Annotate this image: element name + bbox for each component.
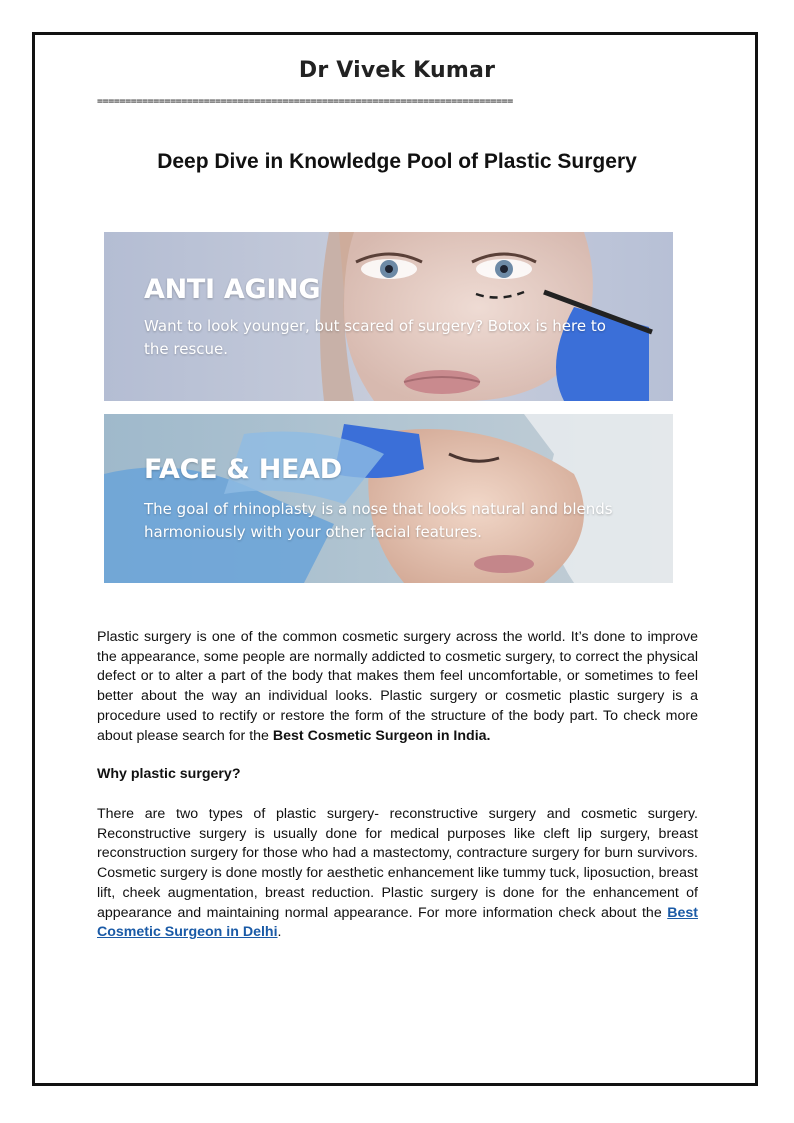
anti-aging-banner [104, 232, 673, 401]
intro-text: Plastic surgery is one of the common cosmetic surgery across the world. It’s done to improve the appearance, some people are normally addicted to cosmetic surgery, to correct the physical defect or to alter a part of the body that makes them feel uncomfortable, or sometimes to feel better about the way an individual looks. Plastic surgery or cosmetic plastic surgery is a procedure used to rectify or restore the form of the structure of the body part. To check more about please search for the [97, 629, 698, 744]
brand-name: Dr Vivek Kumar [298, 58, 496, 83]
intro-paragraph [97, 628, 698, 746]
banner-text: Want to look younger, but scared of surgery? Botox is here to the rescue. [144, 317, 606, 358]
why-paragraph [97, 805, 698, 943]
face-head-banner [104, 414, 673, 583]
why-text: There are two types of plastic surgery- reconstructive surgery and cosmetic surgery. Reconstructive surgery is usually done for medical purposes like cleft lip surgery, breast reconstruction surgery for those who had a mastectomy, contracture surgery for burn survivors. Cosmetic surgery is done mostly for aesthetic enhancement like tummy tuck, liposuction, breast lift, cheek augmentation, breast reduction. Plastic surgery is done for the enhancement of appearance and maintaining normal appearance. For more information check about the [97, 806, 698, 921]
page-title: Deep Dive in Knowledge Pool of Plastic Surgery [157, 150, 637, 173]
banner-heading: ANTI AGING [144, 274, 321, 305]
intro-bold-phrase: Best Cosmetic Surgeon in India. [272, 727, 491, 744]
section-heading: Why plastic surgery? [97, 766, 241, 782]
cosmetic-surgeon-delhi-link[interactable]: Best Cosmetic Surgeon in Delhi [97, 904, 698, 941]
banner-text: The goal of rhinoplasty is a nose that looks natural and blends harmoniously with your other facial features. [144, 500, 613, 541]
header-divider: ========================================================================== [97, 96, 513, 107]
banner-heading: FACE & HEAD [144, 454, 342, 485]
why-end: . [277, 924, 282, 941]
